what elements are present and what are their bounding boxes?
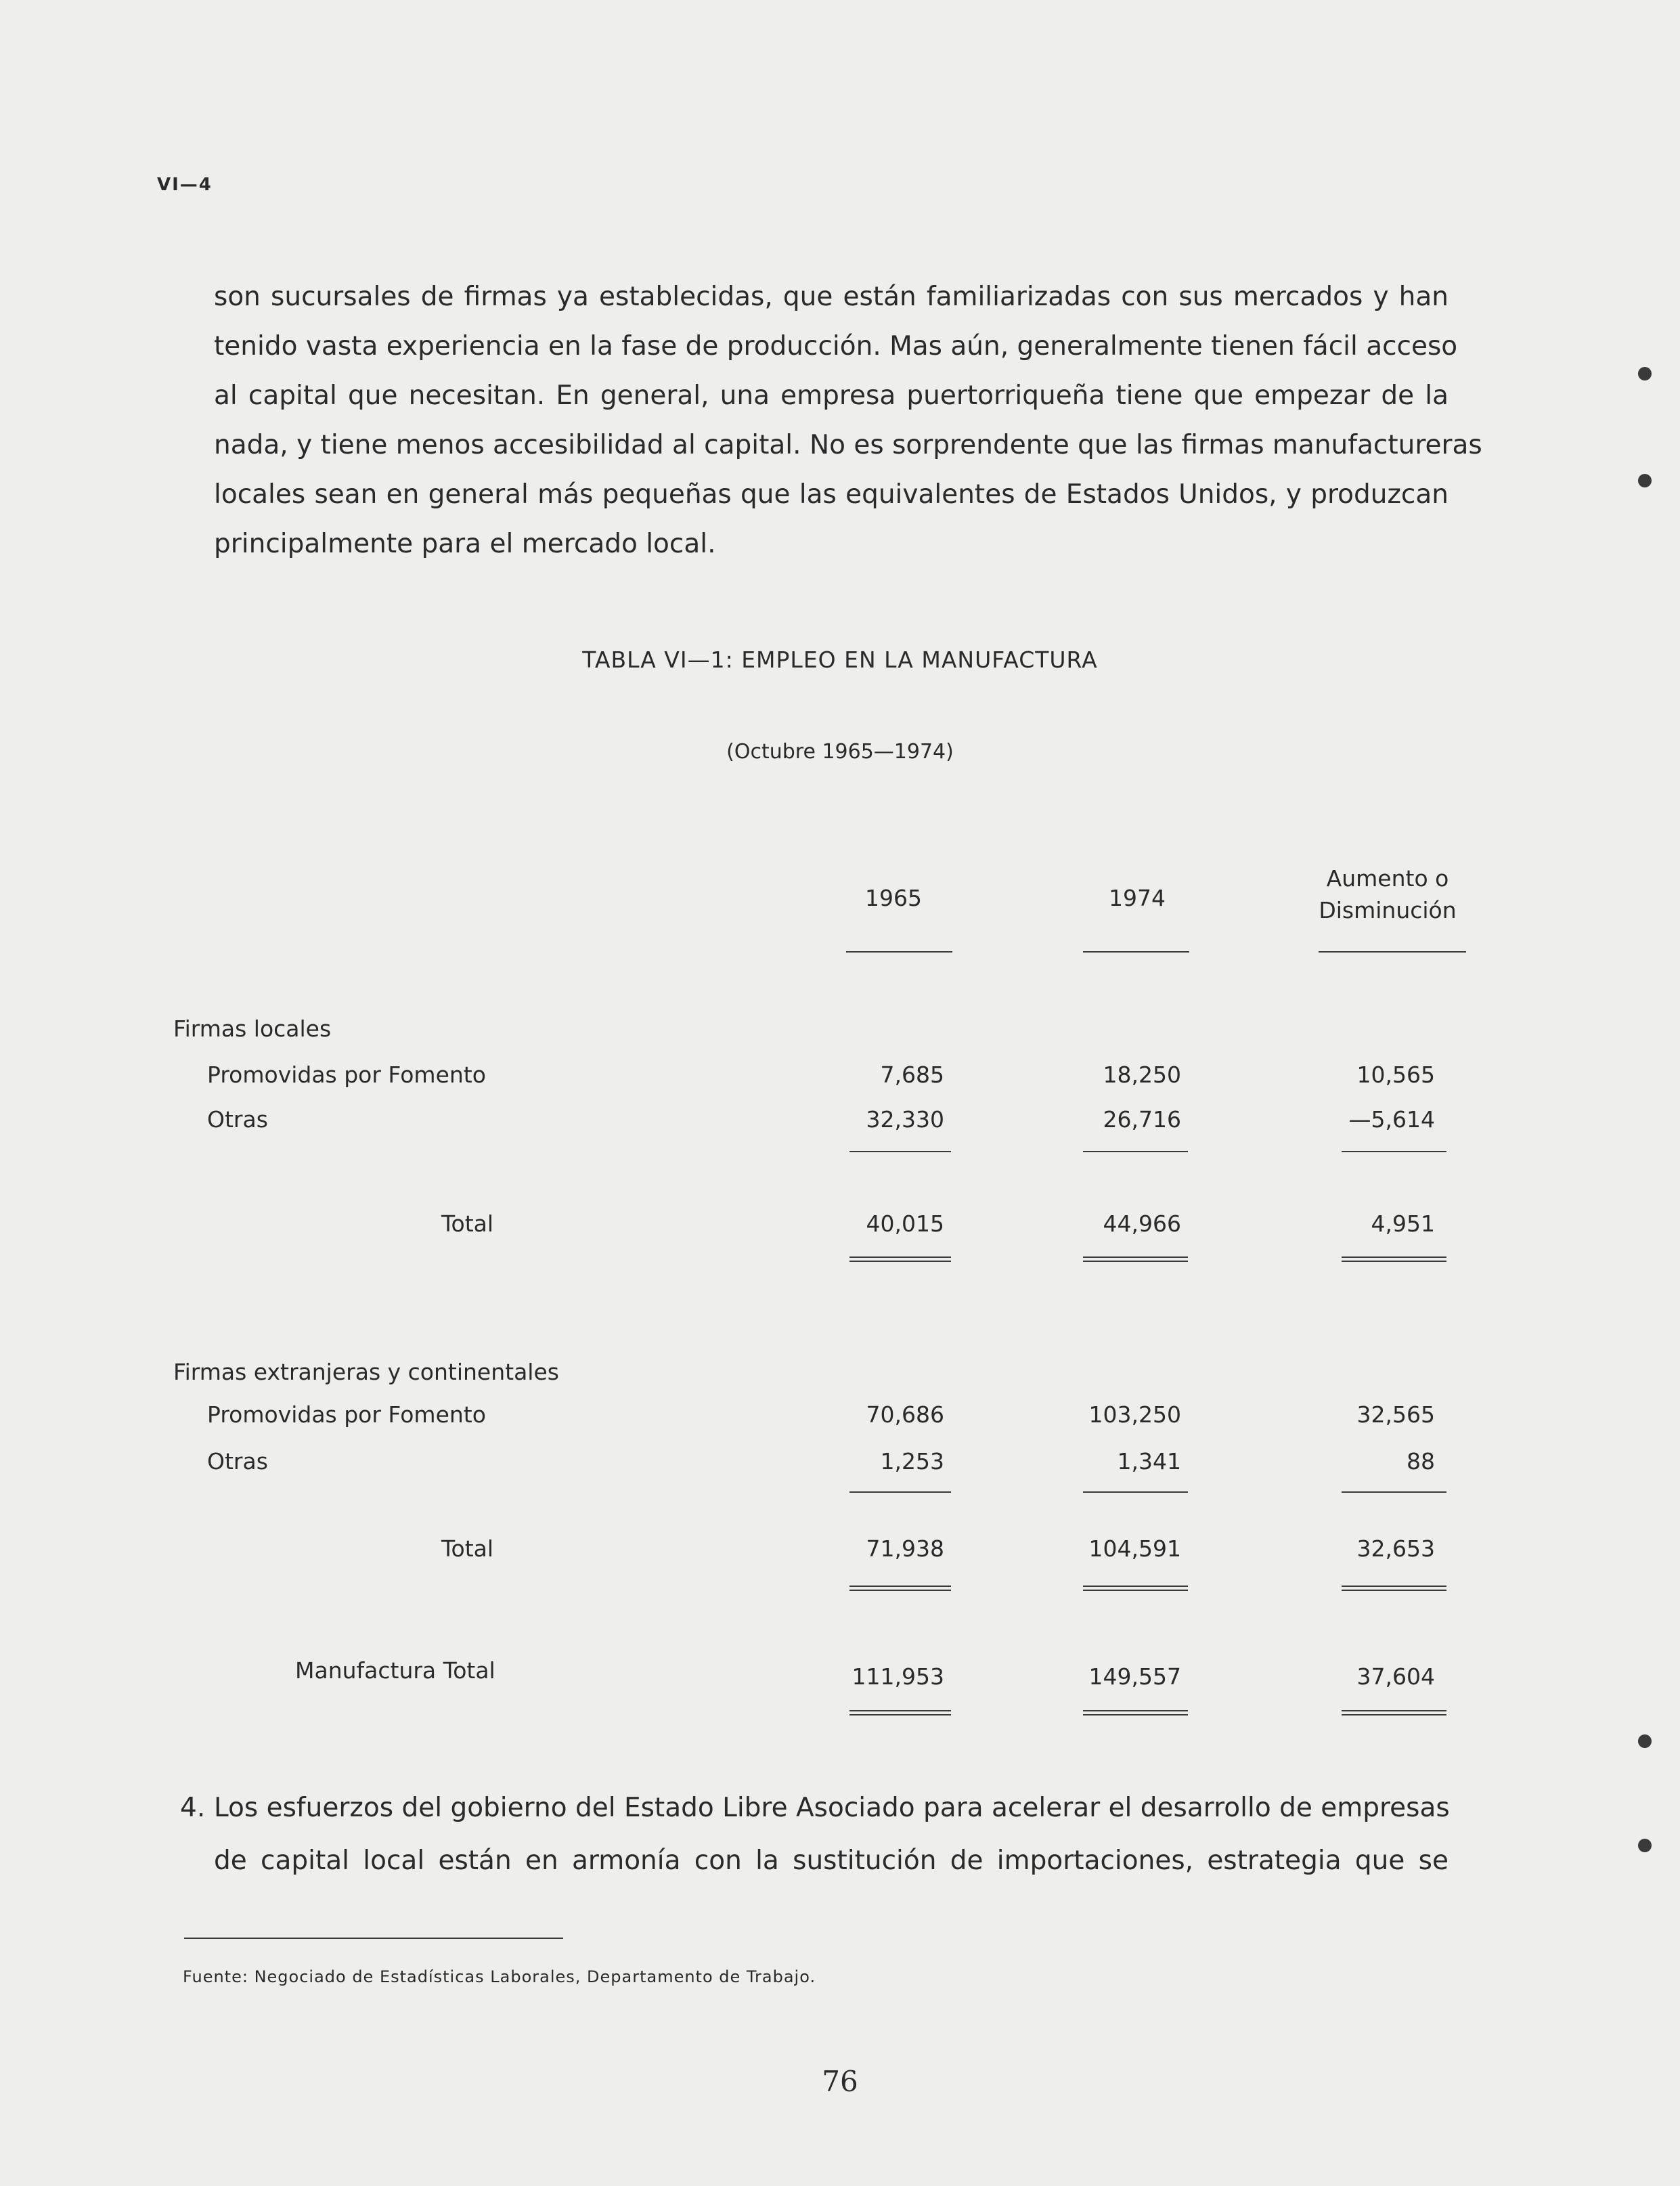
header-rule xyxy=(1083,951,1189,953)
total-double-rule xyxy=(849,1586,951,1591)
cell-1974: 1,341 xyxy=(1117,1448,1181,1474)
cell-change: 32,565 xyxy=(1356,1401,1435,1428)
total-double-rule xyxy=(1083,1586,1188,1591)
page-number: 76 xyxy=(822,2065,858,2098)
row-label: Promovidas por Fomento xyxy=(207,1401,486,1428)
row-label: Otras xyxy=(207,1448,268,1474)
cell-1974: 18,250 xyxy=(1103,1062,1181,1088)
binder-hole-mark xyxy=(1638,367,1652,380)
cell-change: 4,951 xyxy=(1371,1210,1435,1237)
total-double-rule xyxy=(1083,1256,1188,1262)
cell-1974: 44,966 xyxy=(1103,1210,1181,1237)
footnote: Fuente: Negociado de Estadísticas Laborales, Departamento de Trabajo. xyxy=(183,1967,816,1986)
row-label: Otras xyxy=(207,1106,268,1133)
intro-paragraph xyxy=(214,272,1482,569)
subtotal-rule xyxy=(849,1151,951,1152)
page-header: VI—4 xyxy=(157,175,213,195)
intro-line: son sucursales de firmas ya establecidas, que están familiarizadas con sus mercados y han xyxy=(214,282,1449,312)
paragraph-4-line-2: de capital local están en armonía con la sustitución de importaciones, estrategia que se xyxy=(214,1845,1449,1876)
cell-1965: 71,938 xyxy=(866,1535,944,1562)
cell-change: —5,614 xyxy=(1348,1106,1435,1133)
table-title: TABLA VI—1: EMPLEO EN LA MANUFACTURA xyxy=(582,647,1098,673)
cell-1965: 7,685 xyxy=(880,1062,944,1088)
header-rule xyxy=(1319,951,1466,953)
table-subtitle: (Octubre 1965—1974) xyxy=(726,740,954,764)
cell-1965: 70,686 xyxy=(866,1401,944,1428)
total-double-rule xyxy=(1342,1256,1446,1262)
intro-line: tenido vasta experiencia en la fase de producción. Mas aún, generalmente tienen fácil acceso xyxy=(214,331,1458,362)
cell-1965: 32,330 xyxy=(866,1106,944,1133)
section-heading-foreign: Firmas extranjeras y continentales xyxy=(173,1359,559,1385)
cell-change: 37,604 xyxy=(1356,1663,1435,1690)
binder-hole-mark xyxy=(1638,474,1652,487)
column-header-1974: 1974 xyxy=(1109,885,1166,911)
paragraph-number: 4. xyxy=(180,1793,206,1823)
paragraph-4-line-1: Los esfuerzos del gobierno del Estado Libre Asociado para acelerar el desarrollo de empresas xyxy=(214,1793,1450,1823)
cell-change: 88 xyxy=(1407,1448,1435,1474)
total-label: Total xyxy=(441,1210,494,1237)
subtotal-rule xyxy=(1083,1491,1188,1493)
total-double-rule xyxy=(849,1256,951,1262)
binder-hole-mark xyxy=(1638,1734,1652,1748)
total-double-rule xyxy=(1083,1710,1188,1715)
binder-hole-mark xyxy=(1638,1839,1652,1852)
subtotal-rule xyxy=(1342,1151,1446,1152)
subtotal-rule xyxy=(1083,1151,1188,1152)
total-label: Total xyxy=(441,1535,494,1562)
total-double-rule xyxy=(1342,1710,1446,1715)
cell-1965: 111,953 xyxy=(852,1663,944,1690)
footnote-rule xyxy=(184,1938,563,1939)
cell-1974: 26,716 xyxy=(1103,1106,1181,1133)
cell-1974: 103,250 xyxy=(1088,1401,1181,1428)
intro-line: principalmente para el mercado local. xyxy=(214,529,716,559)
cell-1965: 1,253 xyxy=(880,1448,944,1474)
grand-total-label: Manufactura Total xyxy=(295,1657,495,1684)
column-header-change-2: Disminución xyxy=(1319,897,1457,923)
intro-line: locales sean en general más pequeñas que las equivalentes de Estados Unidos, y produzcan xyxy=(214,479,1449,510)
total-double-rule xyxy=(1342,1586,1446,1591)
subtotal-rule xyxy=(849,1491,951,1493)
intro-line: al capital que necesitan. En general, una empresa puertorriqueña tiene que empezar de la xyxy=(214,380,1449,411)
column-header-1965: 1965 xyxy=(865,885,922,911)
cell-1974: 149,557 xyxy=(1088,1663,1181,1690)
cell-change: 32,653 xyxy=(1356,1535,1435,1562)
intro-line: nada, y tiene menos accesibilidad al capital. No es sorprendente que las firmas manufactureras xyxy=(214,430,1482,460)
cell-1974: 104,591 xyxy=(1088,1535,1181,1562)
cell-1965: 40,015 xyxy=(866,1210,944,1237)
row-label: Promovidas por Fomento xyxy=(207,1062,486,1088)
column-header-change-1: Aumento o xyxy=(1326,865,1449,892)
header-rule xyxy=(846,951,952,953)
total-double-rule xyxy=(849,1710,951,1715)
cell-change: 10,565 xyxy=(1356,1062,1435,1088)
section-heading-local: Firmas locales xyxy=(173,1015,332,1042)
subtotal-rule xyxy=(1342,1491,1446,1493)
